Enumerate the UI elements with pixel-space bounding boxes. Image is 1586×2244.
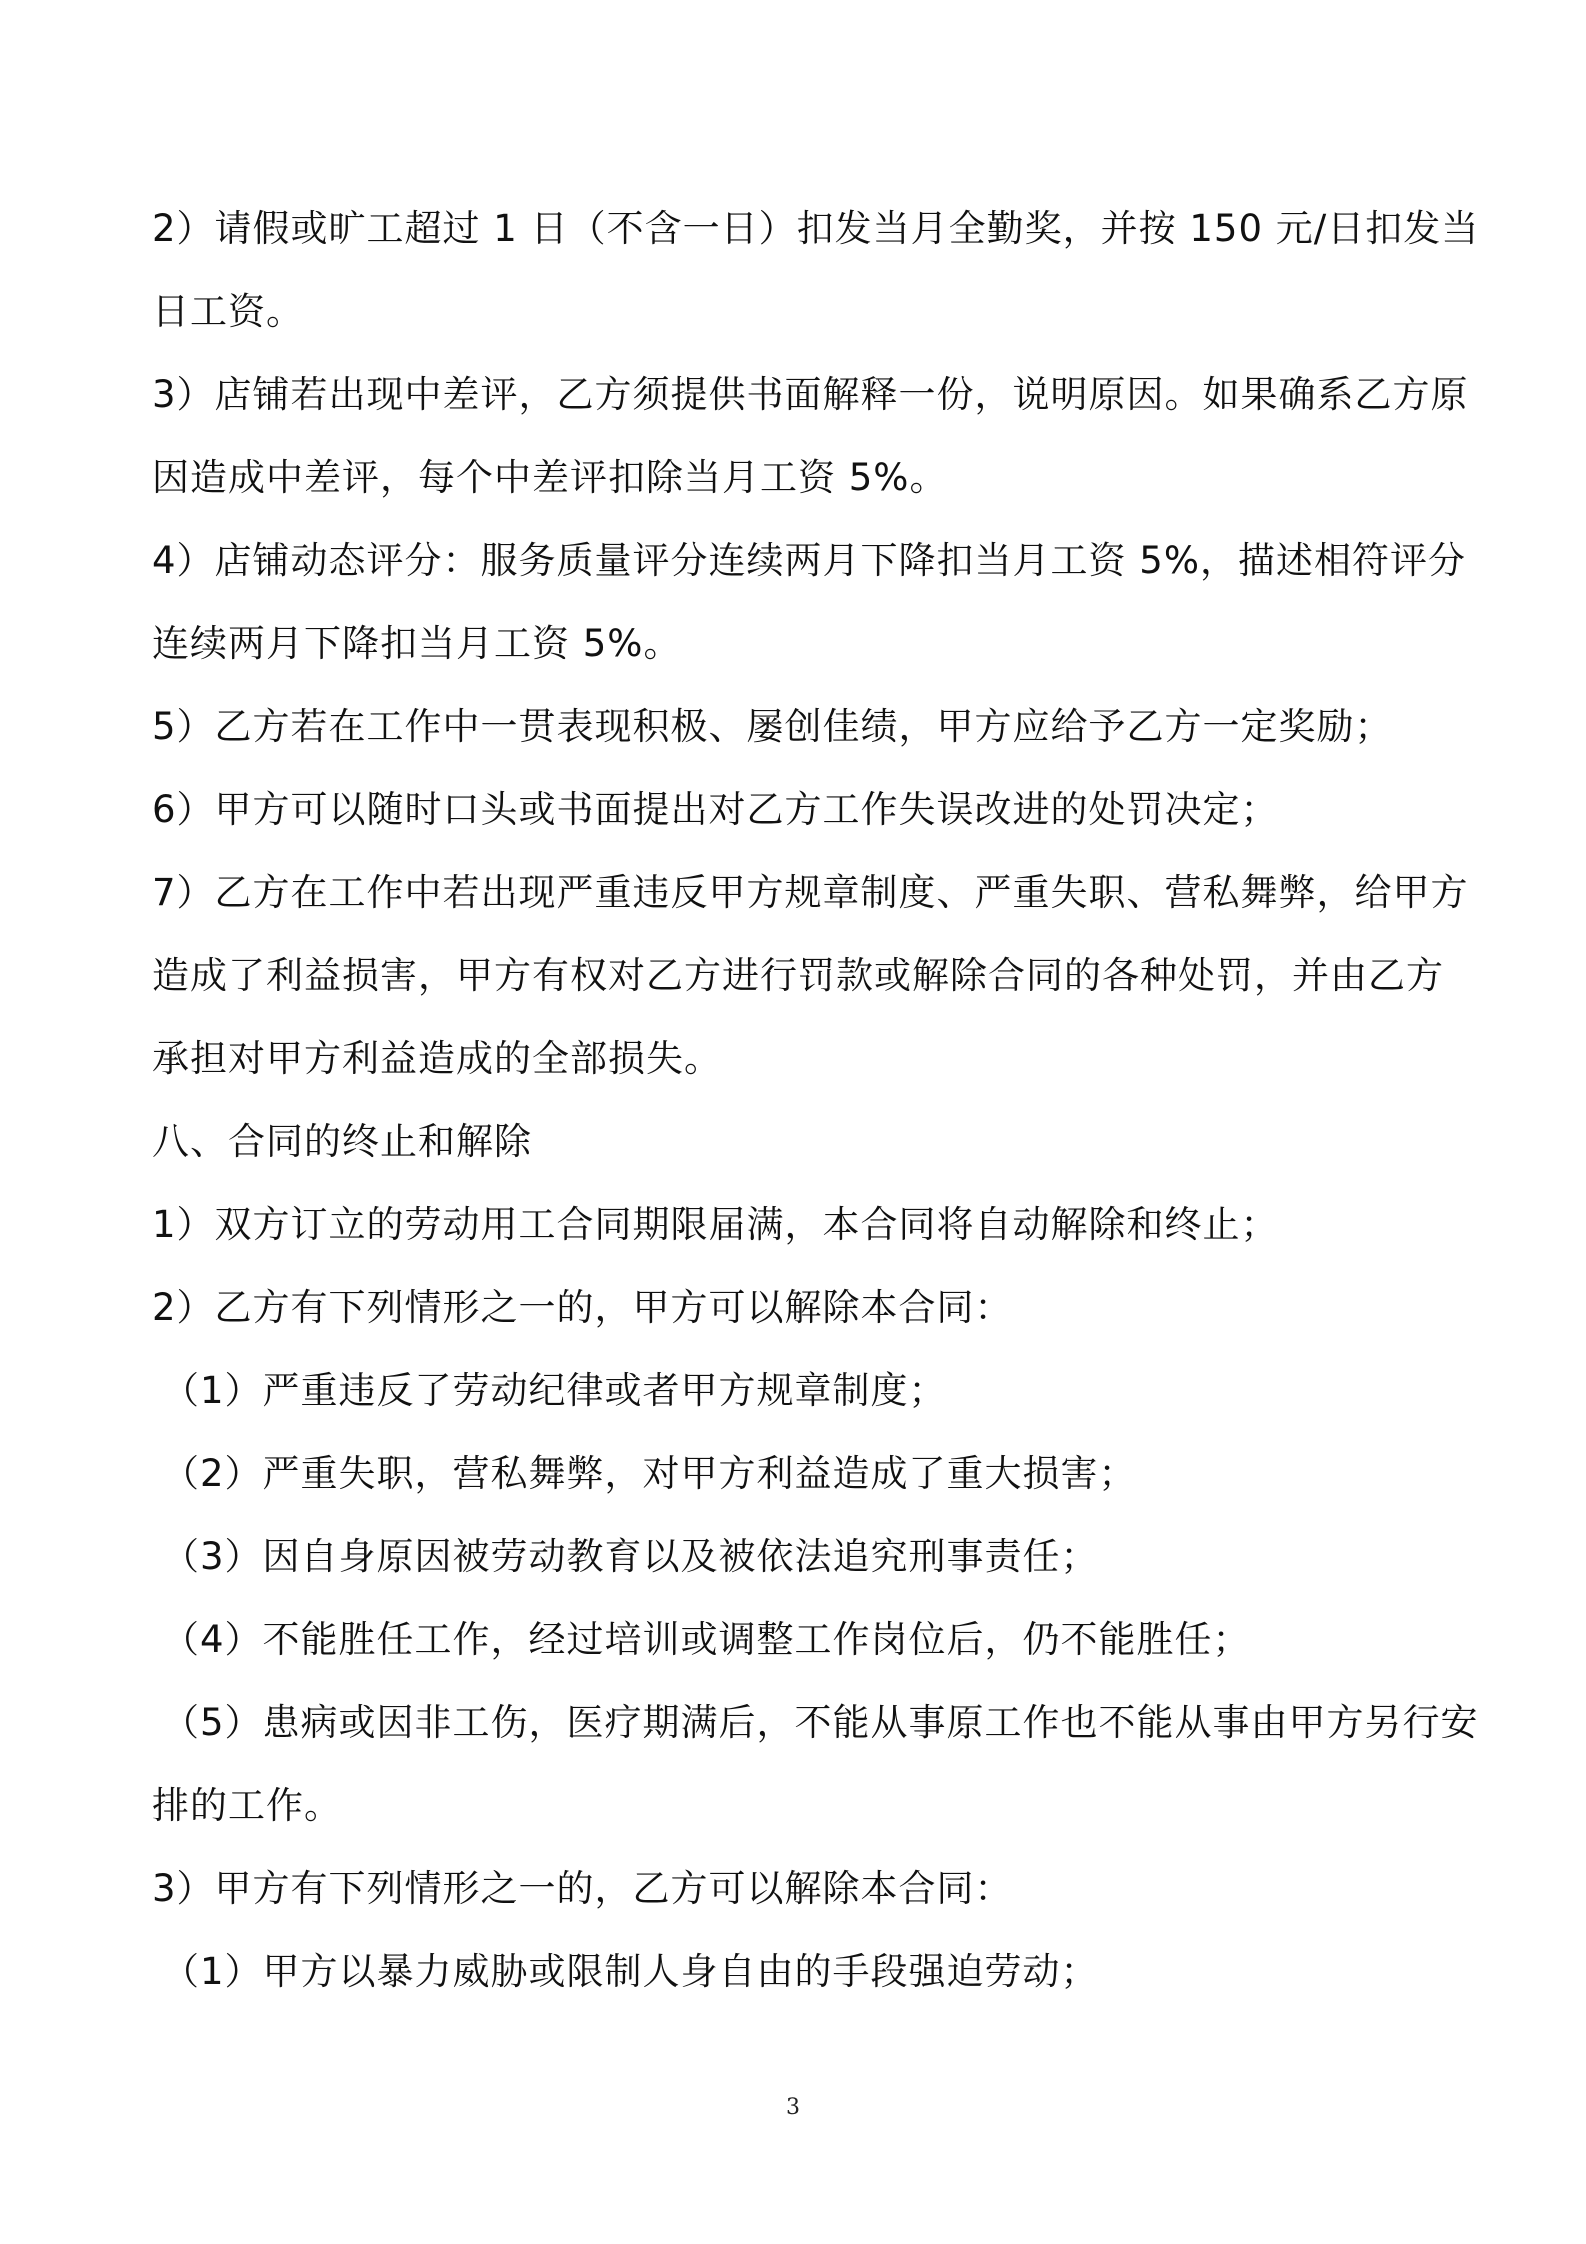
text-line: （4）不能胜任工作，经过培训或调整工作岗位后，仍不能胜任； (162, 1618, 1251, 1661)
text-line: 因造成中差评，每个中差评扣除当月工资 5%。 (152, 456, 948, 499)
text-line: 2）乙方有下列情形之一的，甲方可以解除本合同： (152, 1286, 1013, 1329)
text-line: 2）请假或旷工超过 1 日（不含一日）扣发当月全勤奖，并按 150 元/日扣发当 (152, 207, 1480, 250)
text-line: 6）甲方可以随时口头或书面提出对乙方工作失误改进的处罚决定； (152, 788, 1279, 831)
text-line: 排的工作。 (152, 1784, 342, 1827)
text-line: 日工资。 (152, 290, 304, 333)
text-line: 4）店铺动态评分：服务质量评分连续两月下降扣当月工资 5%，描述相符评分 (152, 539, 1466, 582)
text-line: （5）患病或因非工伤，医疗期满后，不能从事原工作也不能从事由甲方另行安 (162, 1701, 1479, 1744)
text-line: （2）严重失职，营私舞弊，对甲方利益造成了重大损害； (162, 1452, 1137, 1495)
text-line: 1）双方订立的劳动用工合同期限届满，本合同将自动解除和终止； (152, 1203, 1279, 1246)
text-line: 承担对甲方利益造成的全部损失。 (152, 1037, 722, 1080)
text-line: 5）乙方若在工作中一贯表现积极、屡创佳绩，甲方应给予乙方一定奖励； (152, 705, 1393, 748)
section-heading: 八、合同的终止和解除 (152, 1120, 532, 1163)
text-line: 3）甲方有下列情形之一的，乙方可以解除本合同： (152, 1867, 1013, 1910)
text-line: 7）乙方在工作中若出现严重违反甲方规章制度、严重失职、营私舞弊，给甲方 (152, 871, 1469, 914)
text-line: 造成了利益损害，甲方有权对乙方进行罚款或解除合同的各种处罚，并由乙方 (152, 954, 1444, 997)
text-line: （1）严重违反了劳动纪律或者甲方规章制度； (162, 1369, 947, 1412)
text-line: （3）因自身原因被劳动教育以及被依法追究刑事责任； (162, 1535, 1099, 1578)
text-line: 连续两月下降扣当月工资 5%。 (152, 622, 682, 665)
text-line: （1）甲方以暴力威胁或限制人身自由的手段强迫劳动； (162, 1950, 1099, 1993)
text-line: 3）店铺若出现中差评，乙方须提供书面解释一份，说明原因。如果确系乙方原 (152, 373, 1469, 416)
page-number: 3 (786, 2095, 800, 2120)
